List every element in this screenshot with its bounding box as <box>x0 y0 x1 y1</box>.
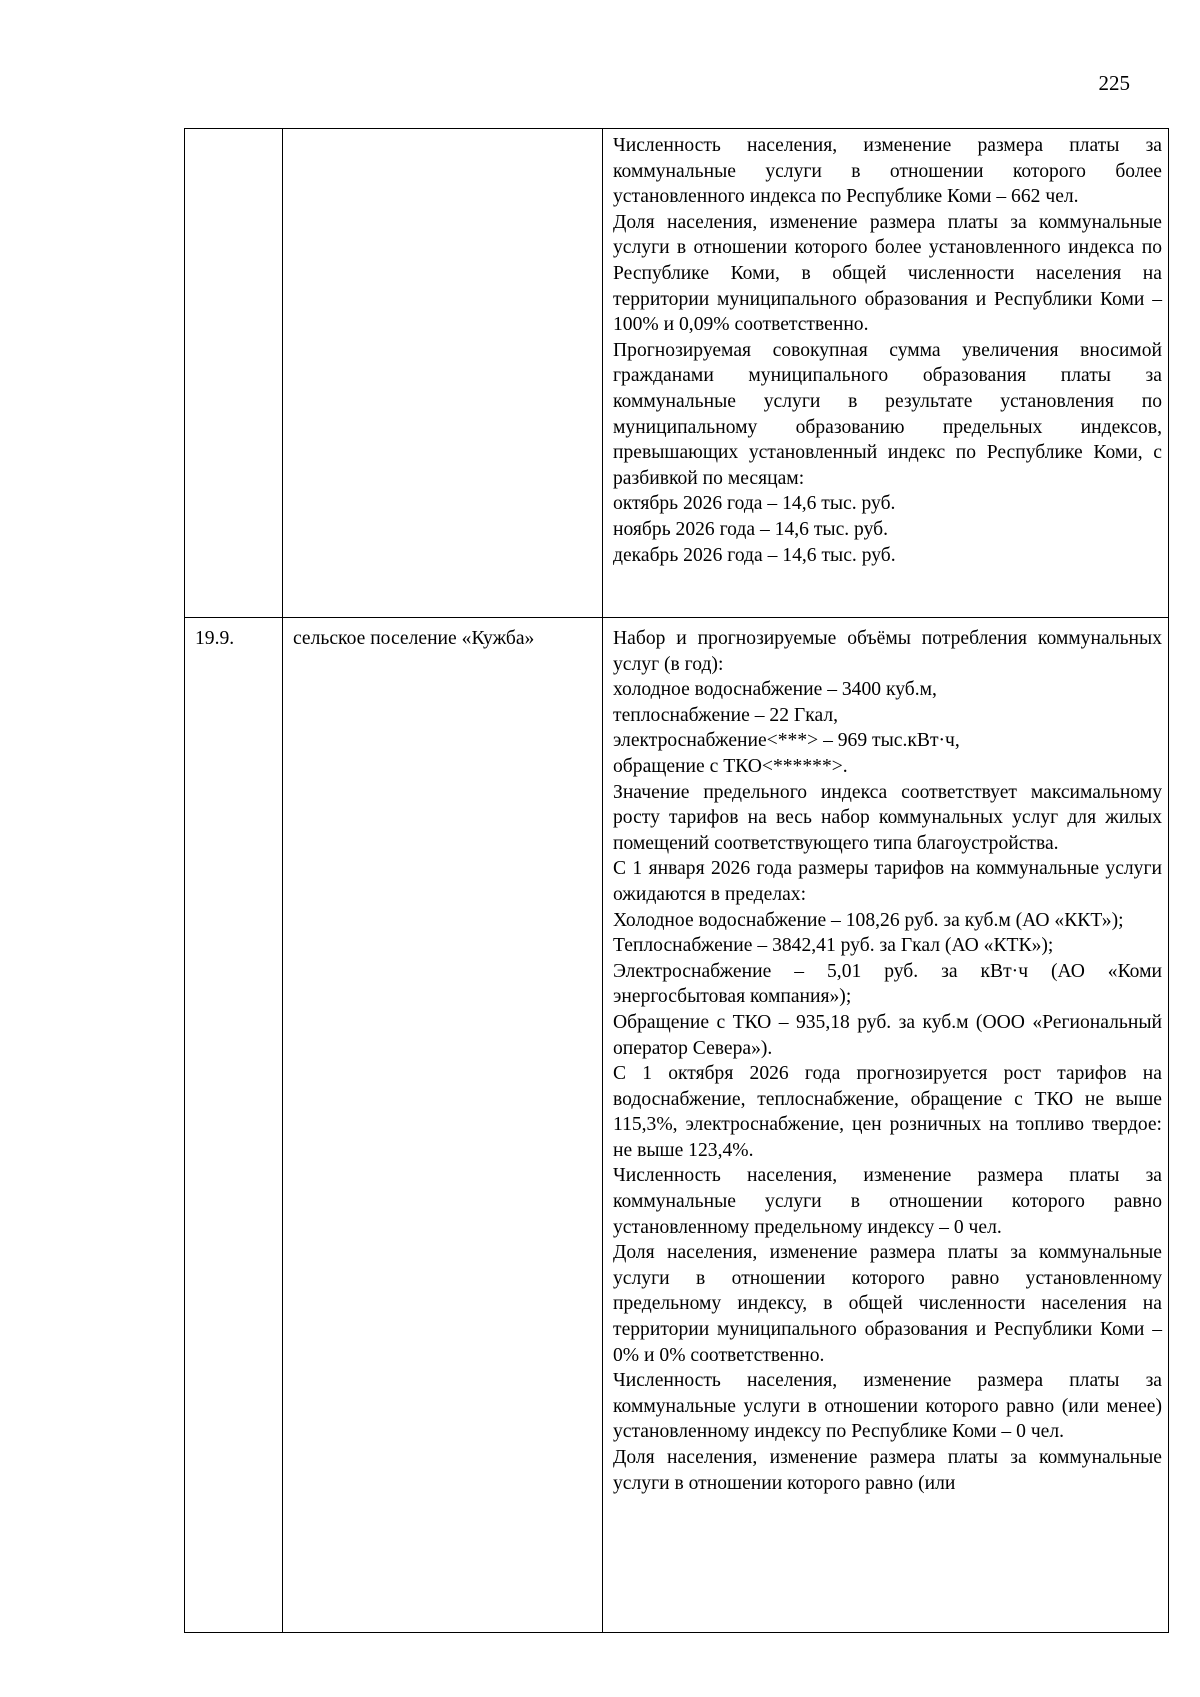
paragraph: электроснабжение<***> – 969 тыс.кВт·ч, <box>613 730 960 752</box>
table-row <box>185 618 1169 1633</box>
paragraph: Прогнозируемая совокупная сумма увеличения вносимой гражданами муниципального образования платы за коммунальные услуги в результате установления по муниципальному образованию предельных индексов, превышающих установленный индекс по Республике Коми, с разбивкой по месяцам: <box>613 339 1162 489</box>
paragraph: октябрь 2026 года – 14,6 тыс. руб. <box>613 493 896 515</box>
paragraph: Обращение с ТКО – 935,18 руб. за куб.м (ООО «Региональный оператор Севера»). <box>613 1011 1162 1059</box>
paragraph: холодное водоснабжение – 3400 куб.м, <box>613 679 937 701</box>
row-number-cell <box>185 129 283 618</box>
municipality-name-cell <box>283 129 603 618</box>
description-cell <box>603 129 1169 618</box>
table-row <box>185 129 1169 618</box>
paragraph: Численность населения, изменение размера платы за коммунальные услуги в отношении которого равно (или менее) установленному индексу по Республике Коми – 0 чел. <box>613 1370 1162 1443</box>
paragraph: Набор и прогнозируемые объёмы потребления коммунальных услуг (в год): <box>613 628 1162 675</box>
paragraph: Доля населения, изменение размера платы за коммунальные услуги в отношении которого равно установленному предельному индексу, в общей численности населения на территории муниципального образования и Республики Коми – 0% и 0% соответственно. <box>613 1242 1162 1366</box>
row-number-cell: 19.9. <box>185 618 283 1633</box>
paragraph: Численность населения, изменение размера платы за коммунальные услуги в отношении которого равно установленному предельному индексу – 0 чел. <box>613 1165 1162 1238</box>
paragraph: Доля населения, изменение размера платы за коммунальные услуги в отношении которого равно (или <box>613 1447 1162 1494</box>
description-cell <box>603 618 1169 1633</box>
municipality-name-cell: сельское поселение «Кужба» <box>283 618 603 1633</box>
paragraph: обращение с ТКО<******>. <box>613 755 848 777</box>
paragraph: ноябрь 2026 года – 14,6 тыс. руб. <box>613 518 889 540</box>
paragraph: Теплоснабжение – 3842,41 руб. за Гкал (АО «КТК»); <box>613 935 1054 957</box>
page-number: 225 <box>1098 71 1130 95</box>
paragraph: Значение предельного индекса соответствует максимальному росту тарифов на весь набор коммунальных услуг для жилых помещений соответствующего типа благоустройства. <box>613 781 1162 854</box>
paragraph: Электроснабжение – 5,01 руб. за кВт·ч (АО «Коми энергосбытовая компания»); <box>613 960 1162 1008</box>
paragraph: теплоснабжение – 22 Гкал, <box>613 704 838 726</box>
paragraph: Численность населения, изменение размера платы за коммунальные услуги в отношении которого более установленного индекса по Республике Коми – 662 чел. <box>613 135 1162 208</box>
tariff-table <box>184 128 1169 1633</box>
paragraph: Холодное водоснабжение – 108,26 руб. за куб.м (АО «ККТ»); <box>613 909 1124 931</box>
paragraph: декабрь 2026 года – 14,6 тыс. руб. <box>613 544 896 566</box>
paragraph: С 1 января 2026 года размеры тарифов на коммунальные услуги ожидаются в пределах: <box>613 858 1162 905</box>
paragraph: Доля населения, изменение размера платы за коммунальные услуги в отношении которого более установленного индекса по Республике Коми, в общей численности населения на территории муниципального образования и Республики Коми – 100% и 0,09% соответственно. <box>613 211 1162 336</box>
paragraph: С 1 октября 2026 года прогнозируется рост тарифов на водоснабжение, теплоснабжение, обращение с ТКО не выше 115,3%, электроснабжение, цен розничных на топливо твердое: не выше 123,4%. <box>613 1063 1162 1161</box>
